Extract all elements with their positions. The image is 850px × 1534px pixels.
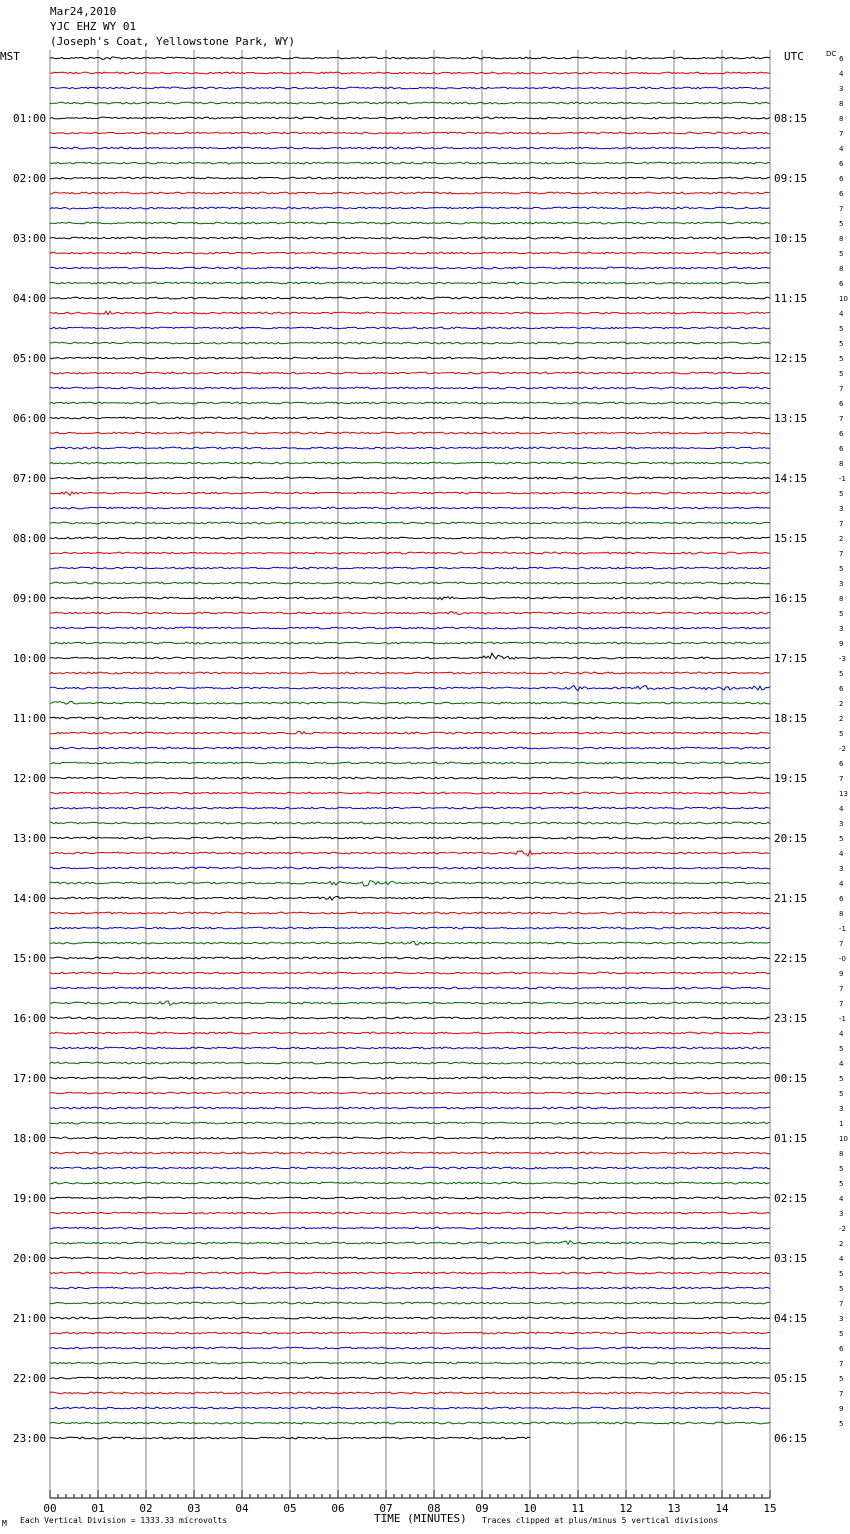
seismic-trace (50, 1227, 770, 1229)
dc-offset-value: 4 (839, 1060, 844, 1068)
seismic-trace (50, 686, 770, 691)
dc-offset-value: 13 (839, 790, 848, 798)
dc-offset-value: 7 (839, 550, 844, 558)
utc-hour-label: 02:15 (774, 1192, 808, 1205)
seismic-trace (50, 1377, 770, 1379)
dc-offset-value: 5 (839, 565, 844, 573)
seismic-trace (50, 252, 770, 254)
seismic-trace (50, 777, 770, 779)
utc-hour-label: 21:15 (774, 892, 808, 905)
dc-offset-column (839, 55, 848, 1428)
dc-offset-value: 3 (839, 505, 844, 513)
seismic-trace (50, 1122, 770, 1124)
dc-offset-value: 2 (839, 700, 844, 708)
seismic-trace (50, 462, 770, 464)
dc-offset-value: 10 (839, 1135, 848, 1143)
dc-offset-value: 4 (839, 1030, 844, 1038)
utc-hour-label: 08:15 (774, 112, 808, 125)
x-tick-label: 01 (91, 1502, 105, 1515)
seismic-trace (50, 642, 770, 644)
header-location: (Joseph's Coat, Yellowstone Park, WY) (50, 35, 296, 48)
seismic-trace (50, 222, 770, 224)
x-tick-label: 03 (187, 1502, 201, 1515)
seismic-trace (50, 1407, 770, 1409)
seismic-trace (50, 881, 770, 887)
dc-offset-value: 5 (839, 730, 844, 738)
dc-offset-value: 7 (839, 130, 844, 138)
utc-hour-label: 09:15 (774, 172, 808, 185)
dc-offset-value: 7 (839, 520, 844, 528)
x-tick-label: 04 (235, 1502, 249, 1515)
dc-offset-value: 6 (839, 430, 844, 438)
header-station: YJC EHZ WY 01 (50, 20, 137, 33)
mst-hour-label: 05:00 (13, 352, 47, 365)
seismic-trace (50, 1017, 770, 1019)
dc-offset-value: 8 (839, 235, 844, 243)
dc-offset-value: 5 (839, 1090, 844, 1098)
seismic-trace (50, 1392, 770, 1394)
x-axis-title: TIME (MINUTES) (374, 1512, 467, 1525)
dc-offset-value: 3 (839, 1105, 844, 1113)
dc-offset-value: -1 (839, 1015, 846, 1023)
dc-offset-value: 2 (839, 1240, 844, 1248)
x-tick-label: 07 (379, 1502, 393, 1515)
dc-offset-value: 6 (839, 280, 844, 288)
utc-hour-label: 19:15 (774, 772, 808, 785)
seismic-trace (50, 102, 770, 104)
dc-offset-value: 7 (839, 985, 844, 993)
x-tick-label: 11 (571, 1502, 585, 1515)
seismic-trace (50, 1092, 770, 1094)
dc-offset-value: 5 (839, 1375, 844, 1383)
seismic-trace (50, 552, 770, 554)
utc-hour-label: 23:15 (774, 1012, 808, 1025)
utc-hour-label: 11:15 (774, 292, 808, 305)
dc-offset-value: 5 (839, 1075, 844, 1083)
seismic-trace (50, 402, 770, 404)
seismic-trace (50, 162, 770, 164)
dc-offset-value: 4 (839, 310, 844, 318)
mst-hour-label: 23:00 (13, 1432, 47, 1445)
dc-offset-value: 7 (839, 1390, 844, 1398)
dc-offset-value: 2 (839, 715, 844, 723)
dc-offset-value: 3 (839, 1210, 844, 1218)
mst-hour-label: 08:00 (13, 532, 47, 545)
dc-offset-value: -2 (839, 1225, 846, 1233)
utc-hour-label: 17:15 (774, 652, 808, 665)
dc-offset-value: 6 (839, 445, 844, 453)
dc-offset-value: 7 (839, 385, 844, 393)
utc-hour-label: 14:15 (774, 472, 808, 485)
dc-offset-value: 5 (839, 220, 844, 228)
mst-hour-label: 11:00 (13, 712, 47, 725)
seismic-trace (50, 582, 770, 584)
seismic-trace (50, 282, 770, 284)
seismic-trace (50, 537, 770, 539)
seismic-trace (50, 792, 770, 794)
dc-offset-value: 8 (839, 595, 844, 603)
seismic-trace (50, 1241, 770, 1245)
utc-hour-label: 18:15 (774, 712, 808, 725)
dc-offset-value: 6 (839, 400, 844, 408)
dc-offset-value: 4 (839, 1195, 844, 1203)
x-tick-label: 13 (667, 1502, 681, 1515)
dc-offset-value: 7 (839, 1000, 844, 1008)
dc-offset-value: 5 (839, 355, 844, 363)
x-tick-label: 09 (475, 1502, 489, 1515)
dc-offset-value: 4 (839, 805, 844, 813)
scale-note: Each Vertical Division = 1333.33 microvolts (20, 1516, 228, 1525)
dc-offset-value: 3 (839, 820, 844, 828)
mst-hour-label: 21:00 (13, 1312, 47, 1325)
dc-offset-value: -1 (839, 475, 846, 483)
seismic-trace (50, 612, 770, 615)
mst-hour-label: 19:00 (13, 1192, 47, 1205)
dc-offset-value: 8 (839, 265, 844, 273)
mst-hour-label: 13:00 (13, 832, 47, 845)
utc-hour-label: 00:15 (774, 1072, 808, 1085)
seismic-trace (50, 387, 770, 389)
mst-zone-label: MST (0, 50, 20, 63)
seismic-trace (50, 701, 770, 704)
seismic-trace (50, 912, 770, 914)
seismic-trace (50, 132, 770, 134)
dc-offset-value: 4 (839, 1255, 844, 1263)
mst-hour-label: 12:00 (13, 772, 47, 785)
seismic-trace (50, 447, 770, 449)
x-tick-label: 15 (763, 1502, 777, 1515)
dc-offset-value: 5 (839, 1270, 844, 1278)
mst-hour-label: 02:00 (13, 172, 47, 185)
seismic-trace (50, 1077, 770, 1079)
dc-offset-value: 3 (839, 580, 844, 588)
dc-offset-value: 5 (839, 1330, 844, 1338)
dc-offset-value: 6 (839, 895, 844, 903)
seismic-trace (50, 972, 770, 974)
seismic-trace (50, 177, 770, 179)
seismic-trace (50, 147, 770, 149)
dc-offset-value: 4 (839, 145, 844, 153)
x-tick-label: 14 (715, 1502, 729, 1515)
seismic-trace (50, 850, 770, 856)
dc-offset-value: 5 (839, 670, 844, 678)
dc-offset-value: 6 (839, 160, 844, 168)
seismic-trace (50, 822, 770, 824)
dc-offset-value: 6 (839, 1345, 844, 1353)
seismic-trace (50, 1212, 770, 1214)
seismic-trace (50, 1047, 770, 1049)
dc-offset-value: 8 (839, 460, 844, 468)
seismic-trace (50, 207, 770, 209)
mst-hour-label: 16:00 (13, 1012, 47, 1025)
utc-zone-label: UTC (784, 50, 804, 63)
dc-offset-value: 5 (839, 490, 844, 498)
dc-offset-value: 9 (839, 970, 844, 978)
seismic-trace (50, 1062, 770, 1064)
seismic-trace (50, 1032, 770, 1034)
dc-offset-value: 8 (839, 910, 844, 918)
seismic-trace (50, 1362, 770, 1364)
dc-offset-value: 8 (839, 115, 844, 123)
dc-offset-value: 5 (839, 1180, 844, 1188)
seismic-trace (50, 297, 770, 299)
x-tick-label: 10 (523, 1502, 537, 1515)
utc-hour-label: 04:15 (774, 1312, 808, 1325)
dc-offset-value: 6 (839, 685, 844, 693)
corner-mark: M (2, 1519, 7, 1528)
seismic-trace (50, 87, 770, 89)
dc-offset-value: 9 (839, 640, 844, 648)
dc-header-label: DC (826, 50, 837, 58)
seismic-trace (50, 731, 770, 734)
seismic-trace (50, 597, 770, 600)
dc-offset-value: -2 (839, 745, 846, 753)
seismic-trace (50, 762, 770, 764)
utc-labels (774, 112, 807, 1445)
seismic-trace (50, 57, 770, 59)
dc-offset-value: 3 (839, 625, 844, 633)
seismic-trace (50, 522, 770, 524)
seismic-trace (50, 627, 770, 629)
seismic-trace (50, 1197, 770, 1199)
mst-hour-label: 15:00 (13, 952, 47, 965)
mst-hour-label: 03:00 (13, 232, 47, 245)
dc-offset-value: -0 (839, 955, 846, 963)
dc-offset-value: -3 (839, 655, 846, 663)
mst-labels (13, 112, 46, 1445)
seismic-trace (50, 653, 770, 659)
dc-offset-value: 5 (839, 340, 844, 348)
dc-offset-value: 7 (839, 1360, 844, 1368)
utc-hour-label: 20:15 (774, 832, 808, 845)
seismic-trace (50, 837, 770, 839)
seismic-trace (50, 192, 770, 194)
mst-hour-label: 09:00 (13, 592, 47, 605)
dc-offset-value: 7 (839, 775, 844, 783)
utc-hour-label: 16:15 (774, 592, 808, 605)
seismic-trace (50, 72, 770, 74)
dc-offset-value: -1 (839, 925, 846, 933)
dc-offset-value: 2 (839, 535, 844, 543)
x-tick-label: 00 (43, 1502, 57, 1515)
seismic-trace (50, 1001, 770, 1006)
dc-offset-value: 3 (839, 1315, 844, 1323)
seismic-trace (50, 1257, 770, 1259)
seismic-trace (50, 1422, 770, 1424)
seismic-trace (50, 417, 770, 419)
seismic-trace (50, 267, 770, 269)
seismic-trace (50, 1152, 770, 1154)
dc-offset-value: 3 (839, 85, 844, 93)
dc-offset-value: 8 (839, 1150, 844, 1158)
dc-offset-value: 6 (839, 55, 844, 63)
mst-hour-label: 22:00 (13, 1372, 47, 1385)
mst-hour-label: 18:00 (13, 1132, 47, 1145)
mst-hour-label: 06:00 (13, 412, 47, 425)
seismic-trace (50, 807, 770, 809)
seismic-trace (50, 492, 770, 496)
dc-offset-value: 5 (839, 250, 844, 258)
utc-hour-label: 12:15 (774, 352, 808, 365)
seismic-trace (50, 927, 770, 929)
mst-hour-label: 17:00 (13, 1072, 47, 1085)
mst-hour-label: 14:00 (13, 892, 47, 905)
dc-offset-value: 5 (839, 610, 844, 618)
seismic-trace (50, 1317, 770, 1319)
mst-hour-label: 07:00 (13, 472, 47, 485)
x-tick-label: 06 (331, 1502, 345, 1515)
dc-offset-value: 4 (839, 70, 844, 78)
seismic-trace (50, 896, 770, 900)
utc-hour-label: 05:15 (774, 1372, 808, 1385)
clip-note: Traces clipped at plus/minus 5 vertical divisions (482, 1516, 719, 1525)
x-tick-label: 02 (139, 1502, 153, 1515)
seismic-trace (50, 311, 770, 315)
dc-offset-value: 5 (839, 370, 844, 378)
utc-hour-label: 15:15 (774, 532, 808, 545)
utc-hour-label: 06:15 (774, 1432, 808, 1445)
seismic-trace (50, 1347, 770, 1349)
utc-hour-label: 03:15 (774, 1252, 808, 1265)
seismic-trace (50, 327, 770, 329)
seismic-trace (50, 1137, 770, 1139)
dc-offset-value: 3 (839, 865, 844, 873)
seismic-trace (50, 567, 770, 569)
x-tick-label: 12 (619, 1502, 633, 1515)
dc-offset-value: 7 (839, 1300, 844, 1308)
seismic-trace (50, 1332, 770, 1334)
trace-group (50, 57, 770, 1439)
seismic-trace (50, 717, 770, 719)
seismic-trace (50, 1167, 770, 1169)
dc-offset-value: 5 (839, 325, 844, 333)
seismic-trace (50, 957, 770, 959)
dc-offset-value: 9 (839, 1405, 844, 1413)
seismic-trace (50, 1302, 770, 1304)
dc-offset-value: 8 (839, 100, 844, 108)
dc-offset-value: 4 (839, 850, 844, 858)
dc-offset-value: 5 (839, 1045, 844, 1053)
seismic-trace (50, 1107, 770, 1109)
seismic-trace (50, 342, 770, 344)
seismic-trace (50, 357, 770, 359)
seismic-trace (50, 117, 770, 119)
dc-offset-value: 6 (839, 175, 844, 183)
dc-offset-value: 5 (839, 835, 844, 843)
seismic-trace (50, 372, 770, 374)
dc-offset-value: 6 (839, 760, 844, 768)
utc-hour-label: 22:15 (774, 952, 808, 965)
seismic-trace (50, 747, 770, 749)
mst-hour-label: 01:00 (13, 112, 47, 125)
seismic-trace (50, 432, 770, 434)
seismic-trace (50, 987, 770, 989)
mst-hour-label: 20:00 (13, 1252, 47, 1265)
seismic-trace (50, 672, 770, 674)
dc-offset-value: 6 (839, 190, 844, 198)
utc-hour-label: 13:15 (774, 412, 808, 425)
dc-offset-value: 5 (839, 1165, 844, 1173)
seismic-trace (50, 867, 770, 869)
dc-offset-value: 7 (839, 415, 844, 423)
dc-offset-value: 1 (839, 1120, 844, 1128)
seismic-trace (50, 477, 770, 479)
seismic-trace (50, 507, 770, 509)
dc-offset-value: 5 (839, 1420, 844, 1428)
seismic-trace (50, 1182, 770, 1184)
dc-offset-value: 10 (839, 295, 848, 303)
mst-hour-label: 04:00 (13, 292, 47, 305)
x-tick-label: 05 (283, 1502, 297, 1515)
seismic-trace (50, 237, 770, 239)
header-date: Mar24,2010 (50, 5, 117, 18)
seismic-trace (50, 1287, 770, 1289)
dc-offset-value: 7 (839, 205, 844, 213)
dc-offset-value: 7 (839, 940, 844, 948)
seismic-trace (50, 941, 770, 945)
utc-hour-label: 10:15 (774, 232, 808, 245)
utc-hour-label: 01:15 (774, 1132, 808, 1145)
dc-offset-value: 4 (839, 880, 844, 888)
seismic-trace (50, 1272, 770, 1274)
x-tick-label: 08 (427, 1502, 441, 1515)
mst-hour-label: 10:00 (13, 652, 47, 665)
dc-offset-value: 5 (839, 1285, 844, 1293)
